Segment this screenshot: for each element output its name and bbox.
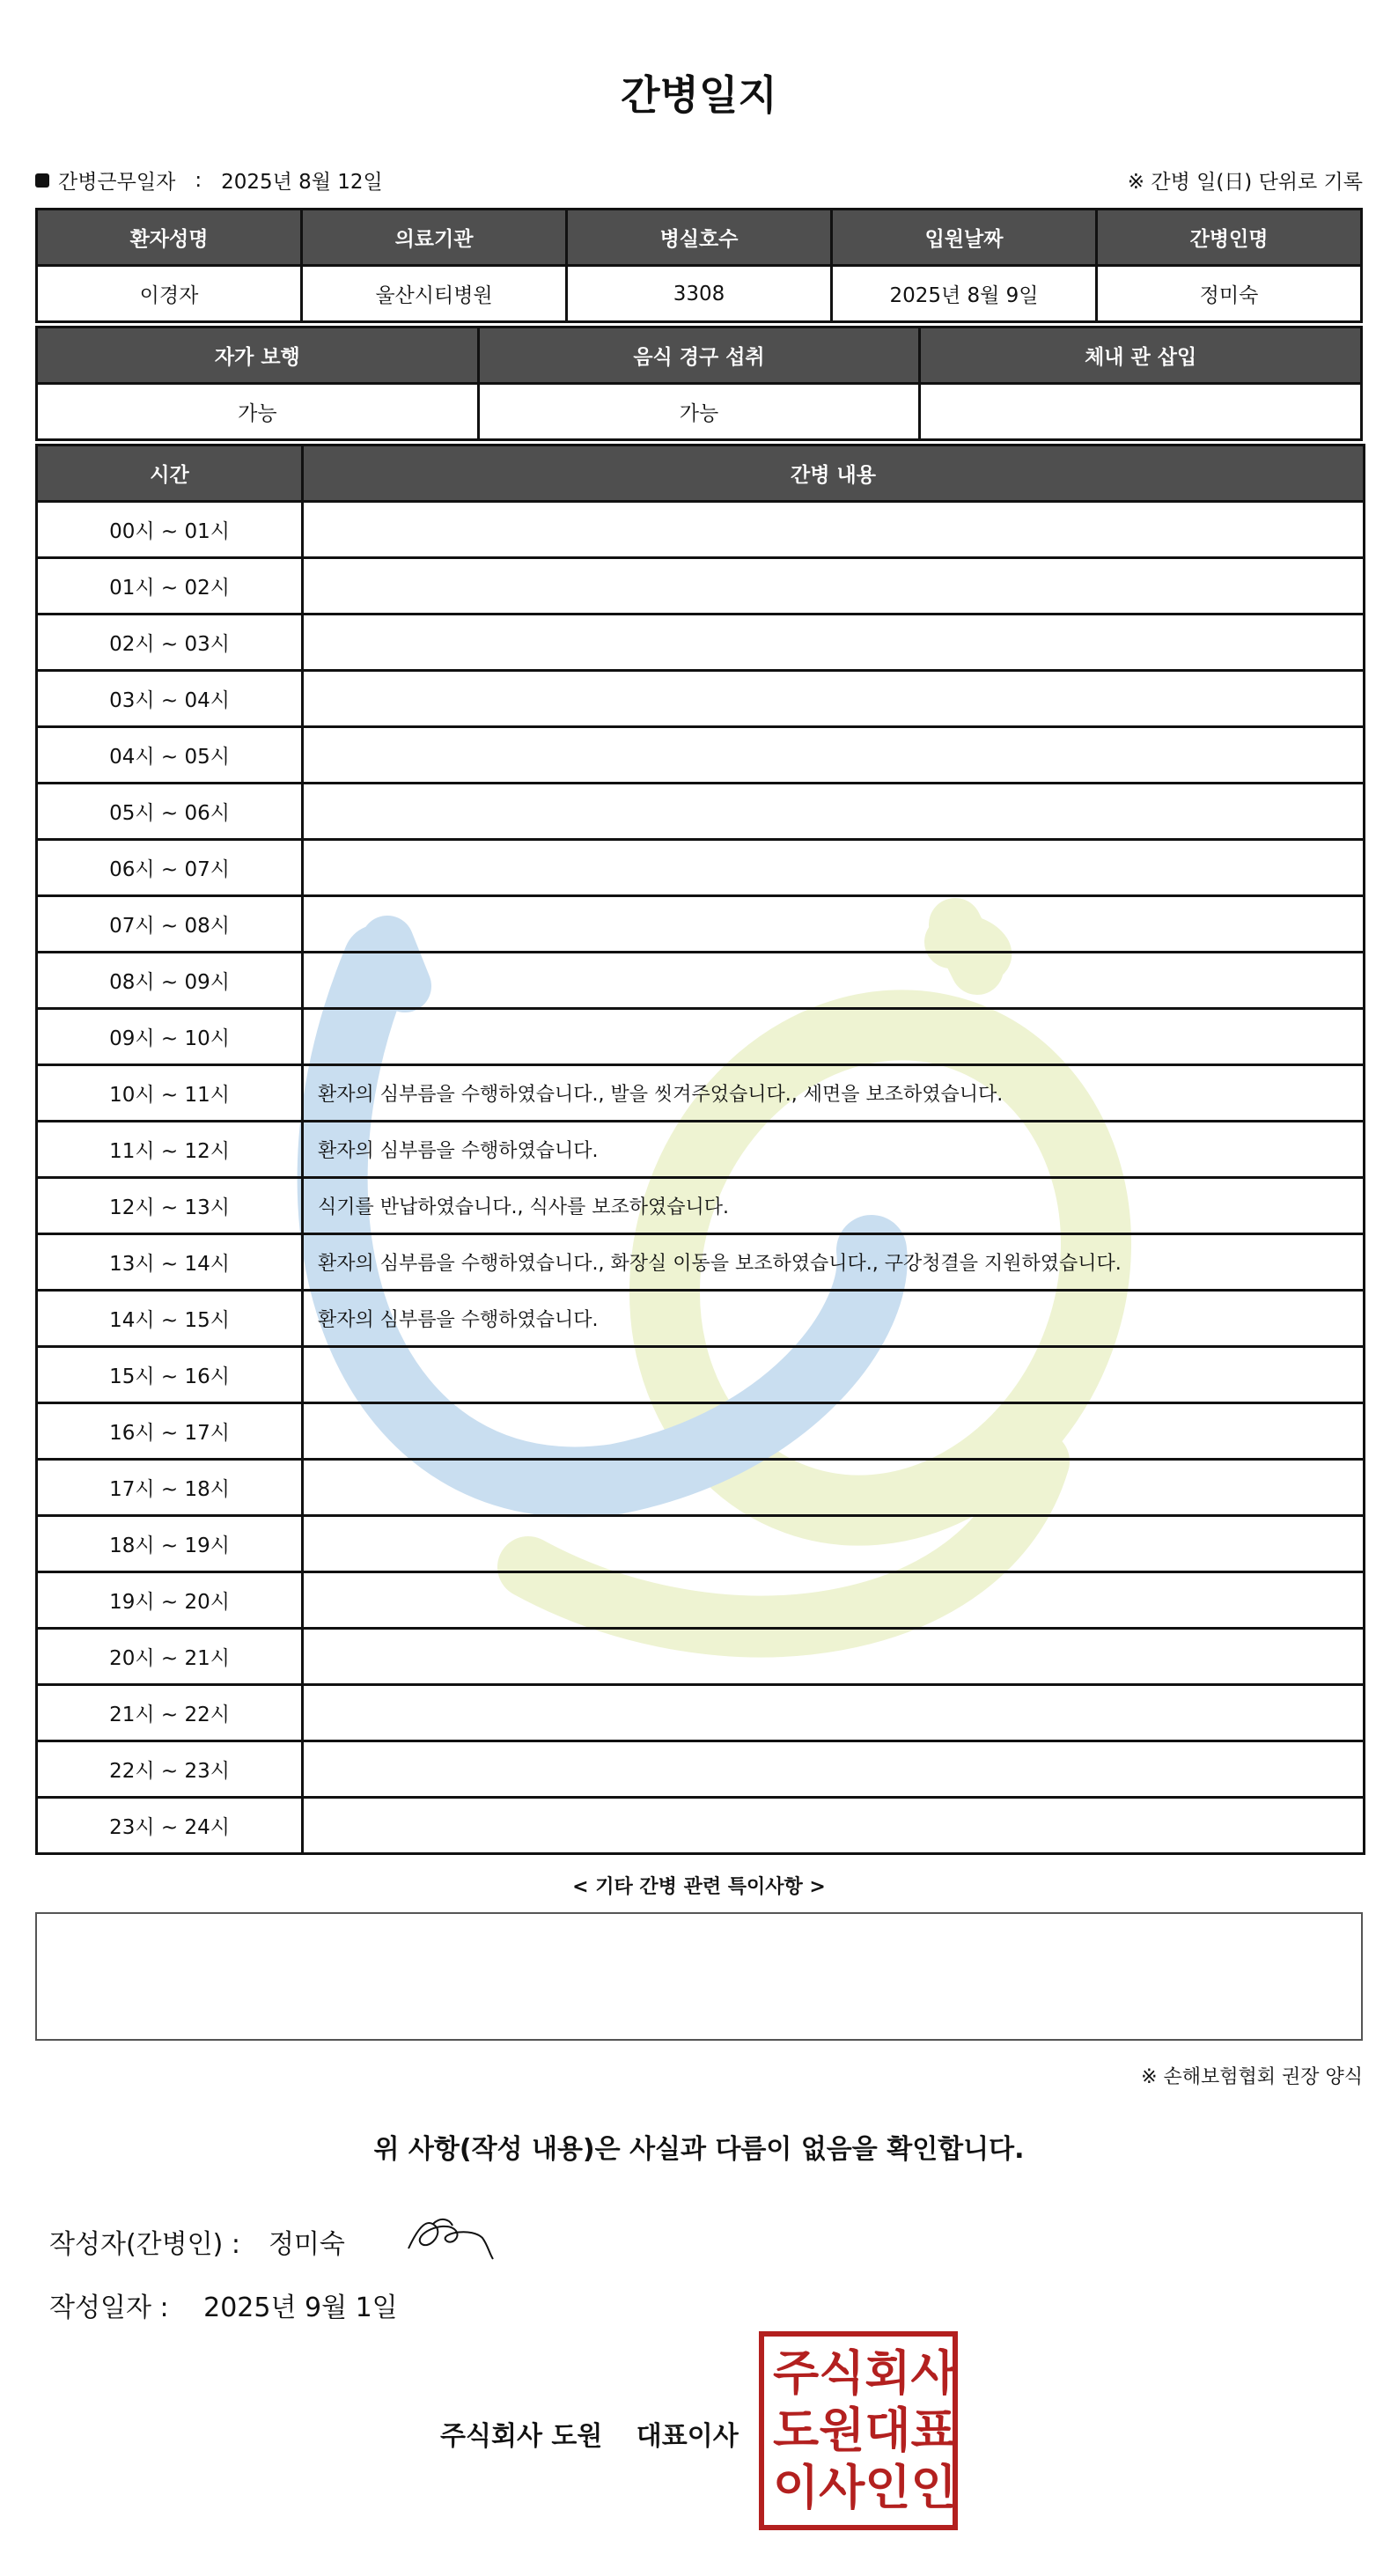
table-row [37,1065,1365,1122]
seal-char: 도 [773,2402,820,2458]
special-notes-title: < 기타 간병 관련 특이사항 > [572,1876,826,1898]
care-content [303,1460,1365,1516]
time-slot: 09시 ~ 10시 [37,1009,303,1065]
care-content [303,727,1365,784]
tube-insertion-value [920,384,1362,440]
care-content [303,1009,1365,1065]
time-slot: 17시 ~ 18시 [37,1460,303,1516]
work-date-line [35,166,383,195]
unit-note: ※ 간병 일(日) 단위로 기록 [1127,171,1363,194]
patient-status-table [35,326,1363,441]
header-hospital: 의료기관 [302,210,567,266]
time-slot: 19시 ~ 20시 [37,1572,303,1629]
writer-label: 작성자(간병인) : [49,2229,240,2260]
time-slot: 21시 ~ 22시 [37,1685,303,1741]
header-tube-insertion: 체내 관 삽입 [920,328,1362,384]
work-date-colon: : [195,168,202,192]
care-content [303,1572,1365,1629]
care-content [303,671,1365,727]
self-walking-value: 가능 [37,384,479,440]
care-content [303,1685,1365,1741]
time-slot: 03시 ~ 04시 [37,671,303,727]
table-row [37,615,1365,671]
seal-char: 인 [910,2459,957,2515]
oral-intake-value: 가능 [478,384,920,440]
table-row [37,727,1365,784]
patient-name: 이경자 [37,266,302,322]
writer-line [49,2222,345,2261]
admission-date: 2025년 8월 9일 [832,266,1097,322]
time-slot: 04시 ~ 05시 [37,727,303,784]
patient-info-table [35,208,1363,323]
document-title: 간병일지 [621,71,777,119]
seal-char: 대 [865,2402,911,2458]
seal-char: 사 [819,2459,865,2515]
header-care-content: 간병 내용 [303,445,1365,502]
time-slot: 15시 ~ 16시 [37,1347,303,1403]
seal-char: 인 [865,2459,911,2515]
written-date-label: 작성일자 : [49,2293,169,2323]
care-content [303,1403,1365,1460]
table-row [37,1234,1365,1291]
time-slot: 18시 ~ 19시 [37,1516,303,1572]
written-date-line [49,2285,398,2324]
time-slot: 06시 ~ 07시 [37,840,303,896]
table-row [37,840,1365,896]
company-line [440,2414,739,2453]
header-room: 병실호수 [567,210,832,266]
header-self-walking: 자가 보행 [37,328,479,384]
time-slot: 05시 ~ 06시 [37,784,303,840]
care-content: 식기를 반납하였습니다., 식사를 보조하였습니다. [303,1178,1365,1234]
work-date-value: 2025년 8월 12일 [221,171,383,194]
work-date-label: 간병근무일자 [58,171,176,194]
table-row [37,896,1365,953]
time-slot: 00시 ~ 01시 [37,502,303,558]
care-content [303,1741,1365,1798]
care-content [303,1516,1365,1572]
table-row [37,1460,1365,1516]
handwritten-signature [401,2208,498,2264]
time-slot: 14시 ~ 15시 [37,1291,303,1347]
care-content [303,1629,1365,1685]
care-content [303,840,1365,896]
company-seal-stamp [759,2331,958,2530]
seal-char: 원 [819,2402,865,2458]
table-row [37,558,1365,615]
care-content [303,953,1365,1009]
writer-name: 정미숙 [268,2229,345,2260]
table-row [37,1178,1365,1234]
care-content [303,502,1365,558]
hospital-name: 울산시티병원 [302,266,567,322]
care-content: 환자의 심부름을 수행하였습니다., 발을 씻겨주었습니다., 세면을 보조하였습니다. [303,1065,1365,1122]
table-row [37,502,1365,558]
table-row [37,1009,1365,1065]
care-content: 환자의 심부름을 수행하였습니다. [303,1122,1365,1178]
table-row [37,1629,1365,1685]
time-slot: 02시 ~ 03시 [37,615,303,671]
confirmation-statement: 위 사항(작성 내용)은 사실과 다름이 없음을 확인합니다. [373,2134,1025,2165]
time-slot: 01시 ~ 02시 [37,558,303,615]
time-slot: 23시 ~ 24시 [37,1798,303,1854]
header-patient-name: 환자성명 [37,210,302,266]
seal-char: 표 [910,2402,957,2458]
table-row [37,1741,1365,1798]
table-row [37,784,1365,840]
table-row [37,1347,1365,1403]
recommended-form-note: ※ 손해보험협회 권장 양식 [1141,2066,1363,2088]
care-content [303,1347,1365,1403]
header-caregiver: 간병인명 [1097,210,1362,266]
seal-char: 주 [773,2345,820,2402]
table-row [37,1403,1365,1460]
care-content: 환자의 심부름을 수행하였습니다. [303,1291,1365,1347]
table-row [37,671,1365,727]
table-row [37,1122,1365,1178]
care-content [303,615,1365,671]
time-slot: 20시 ~ 21시 [37,1629,303,1685]
seal-char: 사 [910,2345,957,2402]
company-name: 주식회사 도원 [440,2421,603,2452]
time-slot: 16시 ~ 17시 [37,1403,303,1460]
header-admission-date: 입원날짜 [832,210,1097,266]
table-row [37,1516,1365,1572]
bullet-square-icon [35,173,49,188]
care-content [303,558,1365,615]
care-content [303,1798,1365,1854]
time-slot: 07시 ~ 08시 [37,896,303,953]
caregiver-name: 정미숙 [1097,266,1362,322]
written-date: 2025년 9월 1일 [203,2293,398,2323]
table-row [37,1291,1365,1347]
time-slot: 11시 ~ 12시 [37,1122,303,1178]
time-slot: 13시 ~ 14시 [37,1234,303,1291]
header-oral-intake: 음식 경구 섭취 [478,328,920,384]
time-slot: 22시 ~ 23시 [37,1741,303,1798]
care-content: 환자의 심부름을 수행하였습니다., 화장실 이동을 보조하였습니다., 구강청결을 지원하였습니다. [303,1234,1365,1291]
table-row [37,1685,1365,1741]
time-slot: 08시 ~ 09시 [37,953,303,1009]
company-role: 대표이사 [636,2421,739,2452]
time-slot: 12시 ~ 13시 [37,1178,303,1234]
seal-char: 회 [865,2345,911,2402]
seal-char: 식 [819,2345,865,2402]
care-content [303,784,1365,840]
room-number: 3308 [567,266,832,322]
header-time: 시간 [37,445,303,502]
care-content [303,896,1365,953]
table-row [37,1572,1365,1629]
table-row [37,1798,1365,1854]
time-slot: 10시 ~ 11시 [37,1065,303,1122]
care-log-table [35,444,1365,1855]
special-notes-box [35,1912,1363,2041]
seal-char: 이 [773,2459,820,2515]
table-row [37,953,1365,1009]
